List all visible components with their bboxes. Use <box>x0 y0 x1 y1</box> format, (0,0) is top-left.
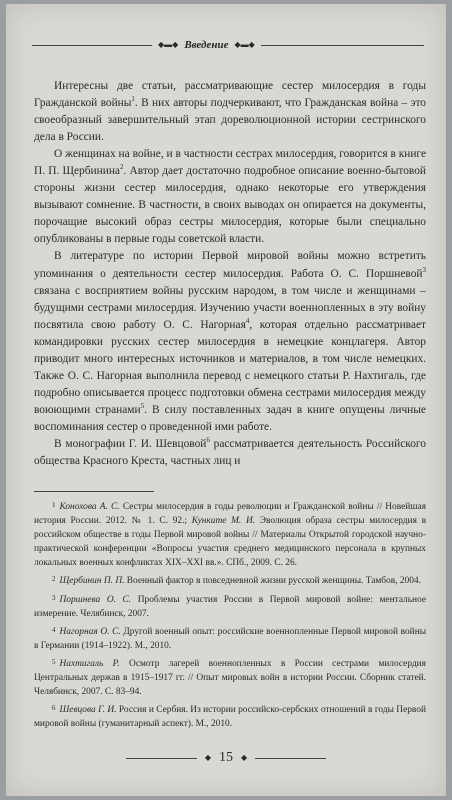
header-title: Введение <box>184 39 229 51</box>
footnote-text: Другой военный опыт: российские военнопленные Первой мировой войны в Германии (1914–1922). М., 2010. <box>34 626 427 651</box>
footnote-ref: 4 <box>245 316 250 325</box>
text-run: В монографии Г. И. Шевцовой <box>54 437 207 450</box>
text-run: связана с восприятием войны русским народом, в том числе и женщинами – будущими сестрами милосердия. Изучению участи военнопленных в эту войну посвятила свою работу О. С. Нагорная <box>34 284 426 331</box>
footer-ornament-right: ◆ <box>241 753 248 762</box>
paragraph <box>34 78 426 146</box>
footnote-separator <box>34 491 154 492</box>
footnote <box>34 655 426 699</box>
text-run: Интересны две статьи, рассматривающие сестер милосердия в годы Гражданской войны <box>34 80 426 110</box>
page-footer <box>126 750 326 766</box>
text-run: , которая отдельно рассматривает командировки русских сестер милосердия в немецкие концлагеря. Автор приводит много интересных источников и материалов, в том числе немецких. Также О. С. Нагорная выполнила перевод с немецкого статьи Р. Нахтигаль, где подробно описывается процесс подготовки обмена сестрами милосердия между воюющими странами <box>34 318 426 416</box>
footnote-author: Щербинин П. П. <box>59 576 125 587</box>
footnote-number: 6 <box>52 704 56 713</box>
text-run: О женщинах на войне, и в частности сестрах милосердия, говорится в книге П. П. Щербинина <box>34 148 426 178</box>
book-page <box>6 4 446 796</box>
footer-rule-left <box>126 758 197 759</box>
footnote-ref: 2 <box>119 163 124 172</box>
footnote <box>34 498 426 570</box>
footnote-ref: 5 <box>140 402 145 411</box>
footnote-number: 2 <box>52 575 56 584</box>
text-run: рассматривается деятельность Российского общества Красного Креста, частных лиц и <box>34 437 426 468</box>
footnote-ref: 6 <box>206 436 210 445</box>
footnote-ref: 1 <box>131 95 135 104</box>
footnote <box>34 623 426 653</box>
text-run: . В них авторы подчеркивают, что Гражданская война – это своеобразный завершительный этап дореволюционной истории сестринского дела в России. <box>34 97 426 144</box>
footnote-text: Осмотр лагерей военнопленных в России сестрами милосердия Центральных держав в 1915–1917 гг. // Опыт мировых войн в истории России. Сборник статей. Челябинск, 2007. С. 83–94. <box>34 658 426 698</box>
footnote-text: Россия и Сербия. Из истории российско-сербских отношений в годы Первой мировой войны (гуманитарный аспект). М., 2010. <box>34 705 426 730</box>
running-header <box>32 38 424 52</box>
text-run: В литературе по истории Первой мировой войны можно встретить упоминания о деятельности сестер милосердия. Работа О. С. Поршневой <box>34 250 426 280</box>
footnote-number: 5 <box>52 657 56 666</box>
footnote-author: Кунките М. И. <box>191 516 256 527</box>
footnote-author: Конохова А. С. <box>59 502 120 512</box>
footnote-text: Военный фактор в повседневной жизни русской женщины. Тамбов, 2004. <box>124 576 421 587</box>
footnote-number: 4 <box>52 625 56 634</box>
footnote-text: Эволюция образа сестры милосердия в российском обществе в годы Первой мировой войны // Материалы Открытой городской научно-практической конференции «Вопросы участия среднего медицинского персонала в крупных локальных военных конфликтах XIX–XXI вв.». СПб., 2009. С. 26. <box>34 516 427 569</box>
footnote-author: Поршнева О. С. <box>59 594 132 605</box>
body-text <box>34 78 426 470</box>
footer-rule-right <box>255 758 326 759</box>
footnote-author: Нагорная О. С. <box>59 626 121 637</box>
footnote-text: Сестры милосердия в годы революции и Гражданской войны // Новейшая история России. 2012. № 1. С. 92.; <box>34 502 426 527</box>
footnote-text: Проблемы участия России в Первой мировой войне: ментальное измерение. Челябинск, 2007. <box>34 594 426 619</box>
footnote-number: 3 <box>52 593 56 602</box>
paragraph <box>34 146 426 248</box>
page-number: 15 <box>219 750 233 765</box>
text-run: . В силу поставленных задач в книге опущены личные воспоминания сестер о проведенной ими работе. <box>34 403 426 433</box>
paragraph <box>34 436 426 470</box>
header-ornament-right: ◆▬◆ <box>234 40 255 49</box>
footnote-author: Нахтигаль Р. <box>59 658 120 669</box>
header-rule-right <box>261 45 424 46</box>
header-ornament-left: ◆▬◆ <box>158 40 179 49</box>
text-run: . Автор дает достаточно подробное описание военно-бытовой стороны жизни сестер милосердия, однако некоторые его утверждения вызывают сомнение. В частности, в своих выводах он опирается на документы, порочащие высокий образ сестры милосердия, которые были специально опубликованы в первые годы советской власти. <box>34 165 427 246</box>
footnote-ref: 3 <box>422 265 426 274</box>
footnote <box>34 572 426 588</box>
footer-ornament-left: ◆ <box>204 753 211 762</box>
footnote <box>34 701 426 731</box>
footnotes <box>34 498 426 733</box>
footnote-number: 1 <box>52 501 56 509</box>
footnote <box>34 591 426 621</box>
paragraph <box>34 248 426 436</box>
footnote-author: Шевцова Г. И. <box>59 705 117 716</box>
header-rule-left <box>32 45 152 46</box>
